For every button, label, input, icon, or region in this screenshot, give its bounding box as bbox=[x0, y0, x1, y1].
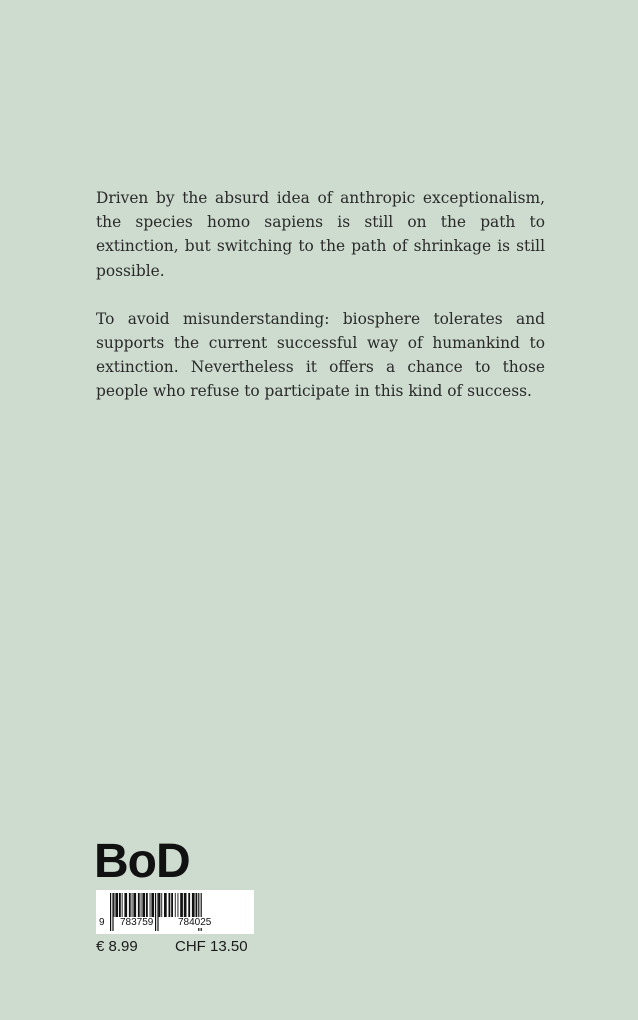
barcode-bar bbox=[196, 893, 198, 917]
barcode-bar bbox=[141, 893, 142, 917]
barcode-bar bbox=[133, 893, 136, 917]
barcode-digits-right: 784025 bbox=[178, 917, 212, 928]
barcode-bar bbox=[169, 893, 171, 917]
barcode-bar bbox=[164, 893, 167, 917]
back-cover-blurb bbox=[96, 186, 545, 428]
barcode-bar bbox=[150, 893, 151, 917]
barcode-bar bbox=[146, 893, 148, 917]
barcode-guard-bar bbox=[112, 893, 113, 931]
barcode-bar bbox=[151, 893, 154, 917]
barcode-bar bbox=[175, 893, 176, 917]
barcode-bar bbox=[122, 893, 123, 917]
barcode-bar bbox=[188, 893, 190, 917]
barcode-bar bbox=[159, 893, 161, 917]
barcode-bar bbox=[178, 893, 179, 917]
barcode-bar bbox=[132, 893, 133, 917]
barcode-guard-bar bbox=[157, 893, 158, 931]
barcode-bar bbox=[184, 893, 187, 917]
barcode-guard-bar bbox=[155, 893, 156, 931]
barcode-bar bbox=[171, 893, 173, 917]
blurb-paragraph-2: To avoid misunderstanding: biosphere tolerates and supports the current successful way of humankind to extinction. Nevertheless it offers a chance to those people who refuse to participate in this kind of success. bbox=[96, 309, 545, 401]
barcode-bar bbox=[161, 893, 162, 917]
price-chf: CHF 13.50 bbox=[175, 938, 248, 955]
barcode-bar bbox=[138, 893, 140, 917]
barcode-digits-left: 783759 bbox=[120, 917, 154, 928]
barcode-lead-digit: 9 bbox=[99, 917, 105, 928]
barcode-bar bbox=[115, 893, 118, 917]
barcode-guard-bar bbox=[110, 893, 111, 931]
barcode-bar bbox=[192, 893, 195, 917]
barcode-bar bbox=[180, 893, 183, 917]
barcode-bar bbox=[142, 893, 145, 917]
barcode-bar bbox=[119, 893, 121, 917]
isbn-barcode bbox=[96, 890, 254, 934]
price-eur: € 8.99 bbox=[96, 938, 138, 955]
blurb-paragraph-1: Driven by the absurd idea of anthropic exceptionalism, the species homo sapiens is still on the path to extinction, but switching to the path of shrinkage is still possible. bbox=[96, 189, 545, 280]
barcode-bar bbox=[129, 893, 131, 917]
barcode-bar bbox=[114, 893, 115, 917]
publisher-logo: BoD bbox=[94, 835, 190, 888]
barcode-bar bbox=[124, 893, 127, 917]
